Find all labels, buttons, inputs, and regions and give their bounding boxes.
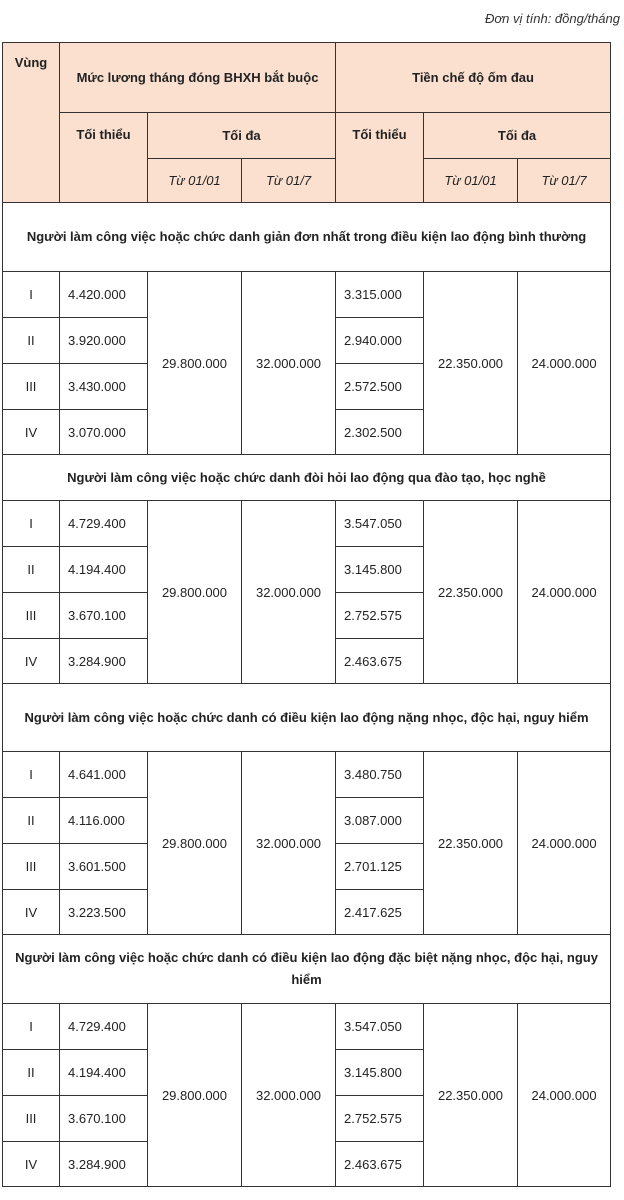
header-salary: Mức lương tháng đóng BHXH bắt buộc bbox=[60, 43, 336, 113]
region-cell: III bbox=[3, 1096, 60, 1142]
sick-min-cell: 2.701.125 bbox=[336, 844, 424, 890]
sick-max-jan-cell: 22.350.000 bbox=[424, 1004, 518, 1187]
salary-max-jul-cell: 32.000.000 bbox=[242, 501, 336, 684]
region-cell: I bbox=[3, 272, 60, 318]
section-header-row bbox=[3, 684, 611, 752]
region-cell: IV bbox=[3, 410, 60, 455]
salary-min-cell: 3.601.500 bbox=[60, 844, 148, 890]
header-sick: Tiền chế độ ốm đau bbox=[336, 43, 611, 113]
salary-min-cell: 3.430.000 bbox=[60, 364, 148, 410]
sick-max-jul-cell: 24.000.000 bbox=[518, 1004, 611, 1187]
salary-max-jan-cell: 29.800.000 bbox=[148, 501, 242, 684]
region-cell: II bbox=[3, 798, 60, 844]
region-cell: IV bbox=[3, 1142, 60, 1187]
sick-max-jul-cell: 24.000.000 bbox=[518, 501, 611, 684]
sick-min-cell: 3.087.000 bbox=[336, 798, 424, 844]
table-row bbox=[3, 1004, 611, 1050]
insurance-table bbox=[2, 42, 611, 1187]
sick-min-cell: 3.547.050 bbox=[336, 1004, 424, 1050]
section-title: Người làm công việc hoặc chức danh giản đơn nhất trong điều kiện lao động bình thường bbox=[3, 203, 611, 272]
sick-min-cell: 3.547.050 bbox=[336, 501, 424, 547]
sick-max-jul-cell: 24.000.000 bbox=[518, 752, 611, 935]
sick-max-jan-cell: 22.350.000 bbox=[424, 501, 518, 684]
section-title: Người làm công việc hoặc chức danh có điều kiện lao động nặng nhọc, độc hại, nguy hiểm bbox=[3, 684, 611, 752]
region-cell: IV bbox=[3, 639, 60, 684]
salary-min-cell: 4.420.000 bbox=[60, 272, 148, 318]
header-sick-from-jan: Từ 01/01 bbox=[424, 159, 518, 203]
salary-max-jan-cell: 29.800.000 bbox=[148, 1004, 242, 1187]
sick-min-cell: 2.572.500 bbox=[336, 364, 424, 410]
salary-min-cell: 4.116.000 bbox=[60, 798, 148, 844]
region-cell: IV bbox=[3, 890, 60, 935]
salary-min-cell: 4.729.400 bbox=[60, 501, 148, 547]
sick-max-jan-cell: 22.350.000 bbox=[424, 752, 518, 935]
sick-min-cell: 2.752.575 bbox=[336, 593, 424, 639]
sick-min-cell: 2.463.675 bbox=[336, 1142, 424, 1187]
region-cell: I bbox=[3, 752, 60, 798]
header-sick-max: Tối đa bbox=[424, 113, 611, 159]
sick-min-cell: 2.302.500 bbox=[336, 410, 424, 455]
table-row bbox=[3, 752, 611, 798]
sick-min-cell: 2.417.625 bbox=[336, 890, 424, 935]
salary-max-jul-cell: 32.000.000 bbox=[242, 752, 336, 935]
salary-min-cell: 4.729.400 bbox=[60, 1004, 148, 1050]
table-row bbox=[3, 272, 611, 318]
header-region: Vùng bbox=[3, 43, 60, 203]
region-cell: II bbox=[3, 547, 60, 593]
section-header-row bbox=[3, 455, 611, 501]
unit-note: Đơn vị tính: đồng/tháng bbox=[484, 11, 620, 26]
sick-min-cell: 3.145.800 bbox=[336, 547, 424, 593]
table-body bbox=[3, 203, 611, 1187]
header-sick-min: Tối thiểu bbox=[336, 113, 424, 203]
region-cell: I bbox=[3, 1004, 60, 1050]
salary-max-jul-cell: 32.000.000 bbox=[242, 1004, 336, 1187]
header-sick-from-jul: Từ 01/7 bbox=[518, 159, 611, 203]
region-cell: II bbox=[3, 318, 60, 364]
salary-max-jul-cell: 32.000.000 bbox=[242, 272, 336, 455]
sick-min-cell: 2.940.000 bbox=[336, 318, 424, 364]
salary-min-cell: 3.284.900 bbox=[60, 639, 148, 684]
salary-min-cell: 3.223.500 bbox=[60, 890, 148, 935]
section-title: Người làm công việc hoặc chức danh có điều kiện lao động đặc biệt nặng nhọc, độc hại, nguy hiểm bbox=[3, 935, 611, 1004]
salary-min-cell: 4.194.400 bbox=[60, 547, 148, 593]
region-cell: II bbox=[3, 1050, 60, 1096]
region-cell: I bbox=[3, 501, 60, 547]
sick-min-cell: 3.480.750 bbox=[336, 752, 424, 798]
salary-max-jan-cell: 29.800.000 bbox=[148, 752, 242, 935]
salary-min-cell: 4.194.400 bbox=[60, 1050, 148, 1096]
sick-max-jul-cell: 24.000.000 bbox=[518, 272, 611, 455]
salary-min-cell: 3.284.900 bbox=[60, 1142, 148, 1187]
sick-min-cell: 2.752.575 bbox=[336, 1096, 424, 1142]
section-header-row bbox=[3, 935, 611, 1004]
salary-min-cell: 3.070.000 bbox=[60, 410, 148, 455]
salary-min-cell: 3.670.100 bbox=[60, 1096, 148, 1142]
salary-min-cell: 3.920.000 bbox=[60, 318, 148, 364]
region-cell: III bbox=[3, 364, 60, 410]
header-salary-from-jul: Từ 01/7 bbox=[242, 159, 336, 203]
table-header bbox=[3, 43, 611, 203]
salary-min-cell: 4.641.000 bbox=[60, 752, 148, 798]
section-title: Người làm công việc hoặc chức danh đòi hỏi lao động qua đào tạo, học nghề bbox=[3, 455, 611, 501]
header-salary-from-jan: Từ 01/01 bbox=[148, 159, 242, 203]
table-row bbox=[3, 501, 611, 547]
salary-min-cell: 3.670.100 bbox=[60, 593, 148, 639]
sick-max-jan-cell: 22.350.000 bbox=[424, 272, 518, 455]
header-salary-max: Tối đa bbox=[148, 113, 336, 159]
sick-min-cell: 3.315.000 bbox=[336, 272, 424, 318]
salary-max-jan-cell: 29.800.000 bbox=[148, 272, 242, 455]
sick-min-cell: 2.463.675 bbox=[336, 639, 424, 684]
section-header-row bbox=[3, 203, 611, 272]
sick-min-cell: 3.145.800 bbox=[336, 1050, 424, 1096]
header-salary-min: Tối thiểu bbox=[60, 113, 148, 203]
region-cell: III bbox=[3, 844, 60, 890]
region-cell: III bbox=[3, 593, 60, 639]
